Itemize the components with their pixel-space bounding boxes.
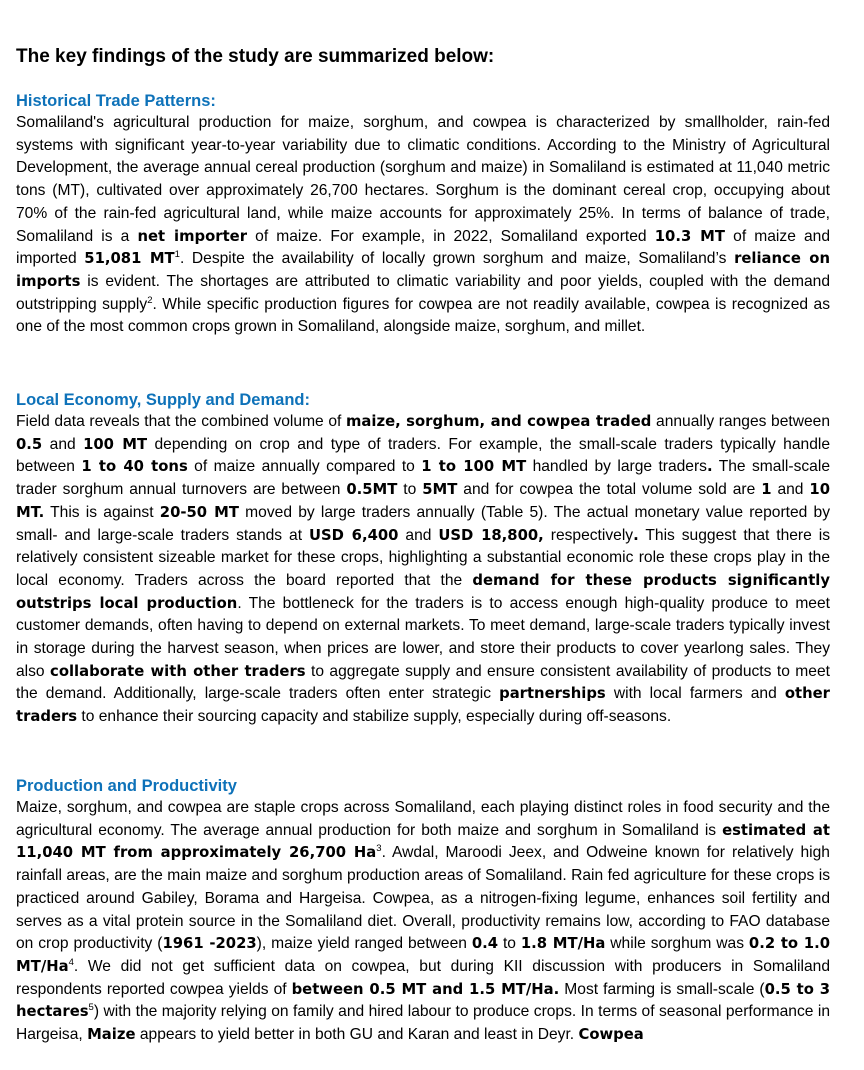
bold-text: 1961 -2023 <box>162 935 257 953</box>
text-run: . Awdal, Maroodi Jeex, and Odweine known for relatively high rainfall areas, are the main maize and sorghum production areas of Somaliland. Rain fed agriculture for these crops is practiced around Gabiley, Borama and Hargeisa. Cowpea, as a nitrogen-fixing legume, enhances soil fertility and serves as a vital protein source in the Somaliland diet. Overall, productivity remains low, according to FAO database on crop productivity ( <box>16 844 830 953</box>
text-run: The small-scale trader sorghum annual turnovers are between <box>16 458 830 499</box>
bold-text: 20-50 MT <box>159 503 239 521</box>
text-run: is evident. The shortages are attributed to climatic variability and poor yields, coupled with the demand outstripping supply <box>16 272 830 313</box>
bold-text: reliance on imports <box>16 250 830 290</box>
bold-text: demand for these products significantly outstrips local production <box>16 571 830 612</box>
text-run: and <box>42 435 84 453</box>
text-run: with local farmers and <box>605 685 785 703</box>
bold-text: 0.4 <box>471 935 499 953</box>
bold-text: . <box>633 526 639 544</box>
bold-text: USD 18,800, <box>438 526 544 544</box>
text-run: depending on crop and type of traders. For example, the small-scale traders typically handle between <box>16 435 831 476</box>
bold-text: . <box>706 458 713 476</box>
bold-text: 10.3 MT <box>654 227 726 245</box>
bold-text: 1 <box>761 481 772 499</box>
bold-text: 5MT <box>422 481 458 499</box>
bold-text: other traders <box>16 685 830 726</box>
bold-text: USD 6,400 <box>308 526 399 544</box>
section-title: Production and Productivity <box>16 777 237 795</box>
text-run: and <box>771 481 810 499</box>
text-run: appears to yield better in both GU and Karan and least in Deyr. <box>135 1026 579 1044</box>
text-run: Somaliland's agricultural production for maize, sorghum, and cowpea is characterized by smallholder, rain-fed systems with significant year-to-year variability due to climatic conditions. According to the Ministry of Agricultural Development, the average annual cereal production (sorghum and maize) in Somaliland is estimated at 11,040 metric tons (MT), cultivated over approximately 26,700 hectares. Sorghum is the dominant cereal crop, occupying about 70% of the rain-fed agricultural land, while maize accounts for approximately 25%. In terms of balance of trade, Somaliland is a <box>16 114 830 245</box>
text-run: . Despite the availability of locally grown sorghum and maize, Somaliland’s <box>179 250 735 268</box>
text-run: respectively <box>543 526 634 544</box>
text-run: of maize and imported <box>16 227 831 268</box>
bold-text: collaborate with other traders <box>50 662 306 680</box>
bold-text: 51,081 MT <box>84 250 175 268</box>
bold-text: net importer <box>137 227 248 245</box>
text-run: . We did not get sufficient data on cowpea, but during KII discussion with producers in Somaliland respondents reported cowpea yields of <box>16 957 830 998</box>
footnote-marker: 2 <box>147 294 153 306</box>
text-run: . The bottleneck for the traders is to access enough high-quality produce to meet customer demands, often having to depend on external markets. To meet demand, large-scale traders typically invest in storage during the harvest season, when prices are lower, and store their products to cover yearlong sales. They also <box>16 594 830 680</box>
text-run: Most farming is small-scale ( <box>559 980 765 998</box>
bold-text: 0.5 <box>16 435 43 453</box>
bold-text: partnerships <box>499 685 606 703</box>
text-run: of maize. For example, in 2022, Somaliland exported <box>247 227 655 245</box>
footnote-marker: 5 <box>88 1002 94 1014</box>
footnote-marker: 4 <box>68 956 74 968</box>
bold-text: 0.2 to 1.0 MT/Ha <box>16 935 831 975</box>
section-historical-trade-patterns <box>16 91 830 339</box>
bold-text: 1.8 MT/Ha <box>520 935 606 953</box>
text-run: This is against <box>44 503 160 521</box>
bold-text: Maize <box>87 1026 136 1044</box>
bold-text: 100 MT <box>83 435 148 453</box>
text-run: while sorghum was <box>605 935 749 953</box>
section-paragraph <box>16 797 830 1047</box>
key-findings-heading: The key findings of the study are summarized below: <box>16 46 495 67</box>
text-run: to enhance their sourcing capacity and stabilize supply, especially during off-seasons. <box>77 708 672 726</box>
text-run: Field data reveals that the combined volume of <box>16 413 346 430</box>
section-title: Local Economy, Supply and Demand: <box>16 391 310 409</box>
text-run: of maize annually compared to <box>187 458 422 476</box>
bold-text: between 0.5 MT and 1.5 MT/Ha. <box>291 980 560 998</box>
text-run: moved by large traders annually (Table 5). The actual monetary value reported by small- and large-scale traders stands at <box>16 503 831 544</box>
bold-text: 1 to 40 tons <box>81 458 188 476</box>
text-run: This suggest that there is relatively consistent sizeable market for these crops, highlighting a substantial economic role these crops play in the local economy. Traders across the board reported that the <box>16 526 830 589</box>
bold-text: estimated at 11,040 MT from approximately 26,700 Ha <box>16 821 830 862</box>
bold-text: Cowpea <box>578 1026 644 1044</box>
footnote-marker: 1 <box>174 249 180 261</box>
bold-text: maize, sorghum, and cowpea traded <box>346 413 652 430</box>
text-run: annually ranges between <box>651 413 831 430</box>
text-run: and for cowpea the total volume sold are <box>457 481 762 499</box>
text-run: . While specific production figures for cowpea are not readily available, cowpea is recognized as one of the most common crops grown in Somaliland, alongside maize, sorghum, and millet. <box>16 295 830 336</box>
section-local-economy-supply-demand <box>16 390 830 729</box>
text-run: ) with the majority relying on family and hired labour to produce crops. In terms of seasonal performance in Hargeisa, <box>16 1003 830 1044</box>
section-paragraph <box>16 112 830 339</box>
footnote-marker: 3 <box>376 843 382 855</box>
text-run: Maize, sorghum, and cowpea are staple crops across Somaliland, each playing distinct roles in food security and the agricultural economy. The average annual production for both maize and sorghum in Somaliland is <box>16 799 830 839</box>
bold-text: 0.5 to 3 hectares <box>16 980 830 1021</box>
text-run: and <box>398 526 439 544</box>
text-run: to <box>498 935 521 953</box>
text-run: to aggregate supply and ensure consistent availability of products to meet the demand. Additionally, large-scale traders often enter strategic <box>16 662 830 703</box>
bold-text: 0.5MT <box>346 481 398 499</box>
section-title: Historical Trade Patterns: <box>16 92 216 110</box>
section-paragraph <box>16 411 830 729</box>
bold-text: 10 MT. <box>16 481 830 521</box>
text-run: handled by large traders <box>526 458 707 476</box>
text-run: ), maize yield ranged between <box>256 935 472 953</box>
section-production-productivity <box>16 776 830 1047</box>
bold-text: 1 to 100 MT <box>421 458 527 476</box>
text-run: to <box>397 481 423 499</box>
